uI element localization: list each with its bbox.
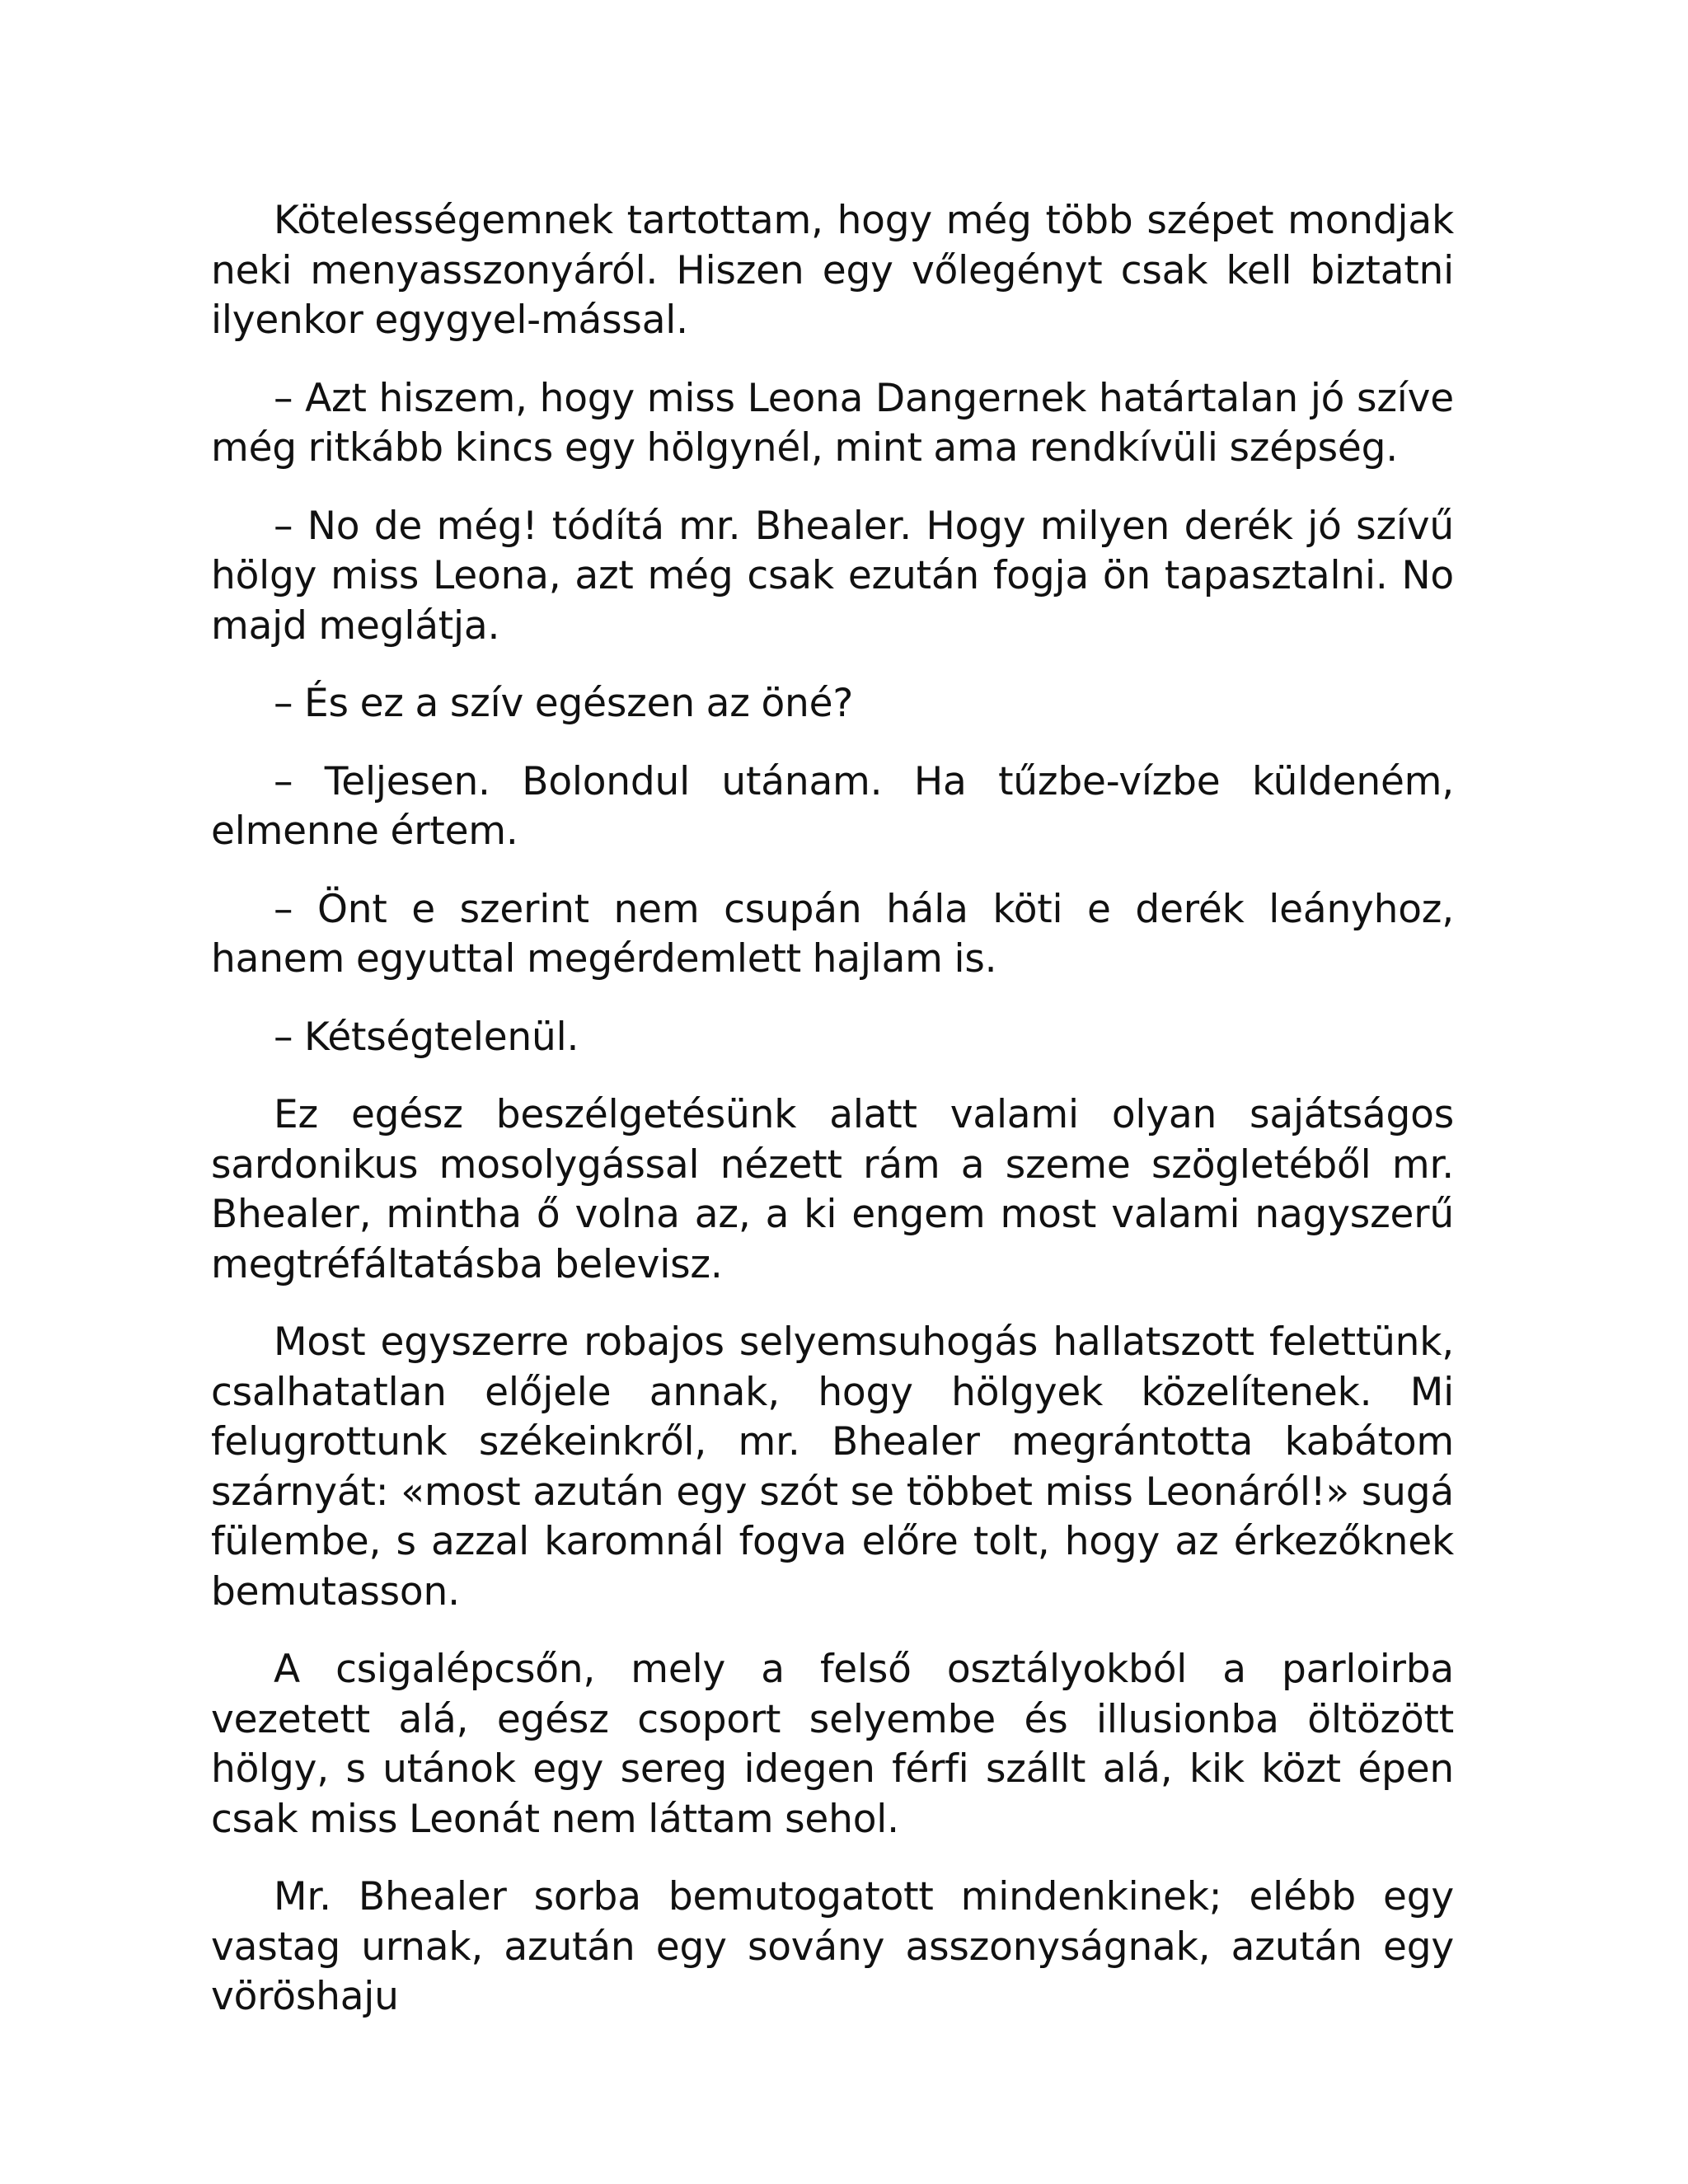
paragraph: – Azt hiszem, hogy miss Leona Dangernek határtalan jó szíve még ritkább kincs egy hölgynél, mint ama rendkívüli szépség. — [211, 375, 1454, 471]
paragraph: – No de még! tódítá mr. Bhealer. Hogy milyen derék jó szívű hölgy miss Leona, azt még csak ezután fogja ön tapasztalni. No majd meglátja. — [211, 503, 1454, 649]
paragraph: A csigalépcsőn, mely a felső osztályokból a parloirba vezetett alá, egész csoport selyembe és illusionba öltözött hölgy, s utánok egy sereg idegen férfi szállt alá, kik közt épen csak miss Leonát nem láttam sehol. — [211, 1647, 1454, 1842]
paragraph: Ez egész beszélgetésünk alatt valami olyan sajátságos sardonikus mosolygással nézett rám a szeme szögletéből mr. Bhealer, mintha ő volna az, a ki engem most valami nagyszerű megtréfáltatásba belevisz. — [211, 1092, 1454, 1287]
paragraph: Most egyszerre robajos selyemsuhogás hallatszott felettünk, csalhatatlan előjele annak, hogy hölgyek közelítenek. Mi felugrottunk székeinkről, mr. Bhealer megrántotta kabátom szárnyát: «most azután egy szót se többet miss Leonáról!» sugá fülembe, s azzal karomnál fogva előre tolt, hogy az érkezőknek bemutasson. — [211, 1319, 1454, 1615]
paragraph: – Önt e szerint nem csupán hála köti e derék leányhoz, hanem egyuttal megérdemlett hajlam is. — [211, 886, 1454, 982]
paragraph: Kötelességemnek tartottam, hogy még több szépet mondjak neki menyasszonyáról. Hiszen egy vőlegényt csak kell biztatni ilyenkor egygyel-mással. — [211, 198, 1454, 343]
page-text — [211, 196, 1454, 2050]
paragraph: – Teljesen. Bolondul utánam. Ha tűzbe-vízbe küldeném, elmenne értem. — [211, 758, 1454, 854]
paragraph: – És ez a szív egészen az öné? — [274, 681, 854, 726]
paragraph: – Kétségtelenül. — [274, 1014, 579, 1060]
paragraph: Mr. Bhealer sorba bemutogatott mindenkinek; elébb egy vastag urnak, azután egy sovány asszonyságnak, azután egy vöröshaju — [211, 1874, 1454, 2019]
